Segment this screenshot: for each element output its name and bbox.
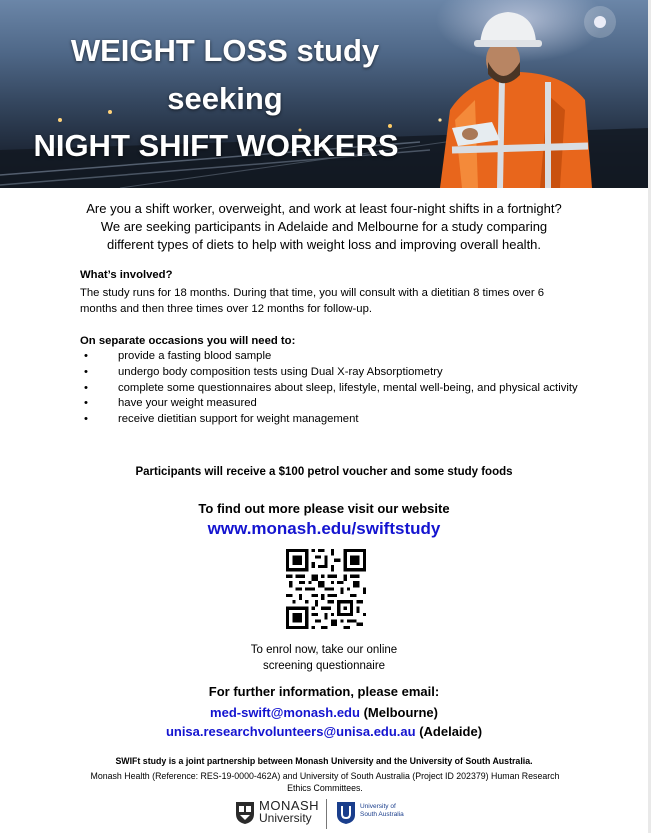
contact-email-adelaide: [0, 722, 648, 741]
list-item: [80, 412, 580, 428]
unisa-shield-icon: [336, 801, 356, 825]
bullet: •: [84, 381, 88, 394]
bullet: •: [84, 413, 88, 426]
bullet: •: [84, 365, 88, 378]
involved-text: The study runs for 18 months. During that time, you will consult with a dietitian 8 times over 6 months and then three times over 12 months for follow-up.: [80, 287, 545, 315]
intro-text: [60, 200, 588, 254]
occasions-list: [80, 349, 580, 428]
contact-heading: For further information, please email:: [208, 684, 440, 699]
ethics-text: Monash Health (Reference: RES-19-0000-462A) and University of South Australia (Project ID 202379) Human Research Ethics Committees.: [90, 771, 560, 793]
partnership-text: SWIFt study is a joint partnership between Monash University and the University of South Australia.: [115, 756, 533, 766]
list-item-text: receive dietitian support for weight management: [118, 413, 359, 426]
unisa-line-1: University of: [360, 803, 396, 810]
list-item: [80, 396, 580, 412]
enrol-text: [0, 642, 648, 674]
enrol-line-1: To enrol now, take our online: [250, 644, 398, 656]
hero-title-line-2: seeking: [167, 81, 283, 116]
enrol-line-2: screening questionnaire: [262, 660, 386, 672]
website-heading: To find out more please visit our website: [198, 501, 450, 516]
list-item: [80, 381, 580, 397]
hero-title-line-3: NIGHT SHIFT WORKERS: [33, 128, 399, 163]
unisa-line-2: South Australia: [360, 811, 404, 818]
hero-title-line-1: WEIGHT LOSS study: [70, 33, 380, 68]
email-link[interactable]: med-swift@monash.edu: [210, 705, 360, 720]
monash-name: MONASH: [259, 798, 320, 813]
list-item-text: have your weight measured: [118, 397, 257, 410]
list-item: [80, 365, 580, 381]
intro-line-1: Are you a shift worker, overweight, and work at least four-night shifts in a fortnight?: [86, 201, 562, 216]
monash-logo: [235, 797, 325, 831]
bullet: •: [84, 350, 88, 362]
monash-crest-icon: [235, 801, 255, 825]
list-item-text: complete some questionnaires about sleep, lifestyle, mental well-being, and physical activity: [118, 381, 578, 394]
hero-banner: [0, 0, 648, 188]
contact-email-melbourne: [0, 703, 648, 722]
logo-bar: [235, 797, 435, 831]
list-item-text: provide a fasting blood sample: [118, 350, 272, 362]
qr-code-icon[interactable]: [286, 549, 366, 629]
intro-line-2: We are seeking participants in Adelaide and Melbourne for a study comparing: [100, 219, 548, 234]
list-item: [80, 349, 580, 365]
occasions-heading: On separate occasions you will need to:: [80, 335, 296, 347]
website-link[interactable]: www.monash.edu/swiftstudy: [207, 519, 441, 538]
email-location: (Adelaide): [415, 724, 483, 739]
logo-divider: [326, 799, 327, 829]
list-item-text: undergo body composition tests using Dual X-ray Absorptiometry: [118, 365, 443, 378]
intro-line-3: different types of diets to help with weight loss and improving overall health.: [106, 237, 542, 252]
monash-sub: University: [259, 811, 312, 825]
unisa-name: [360, 803, 404, 819]
email-link[interactable]: unisa.researchvolunteers@unisa.edu.au: [165, 724, 416, 739]
incentive-text: Participants will receive a $100 petrol voucher and some study foods: [135, 466, 513, 478]
bullet: •: [84, 397, 88, 410]
email-location: (Melbourne): [359, 705, 438, 720]
involved-heading: What’s involved?: [80, 269, 173, 281]
unisa-logo: [336, 797, 436, 831]
